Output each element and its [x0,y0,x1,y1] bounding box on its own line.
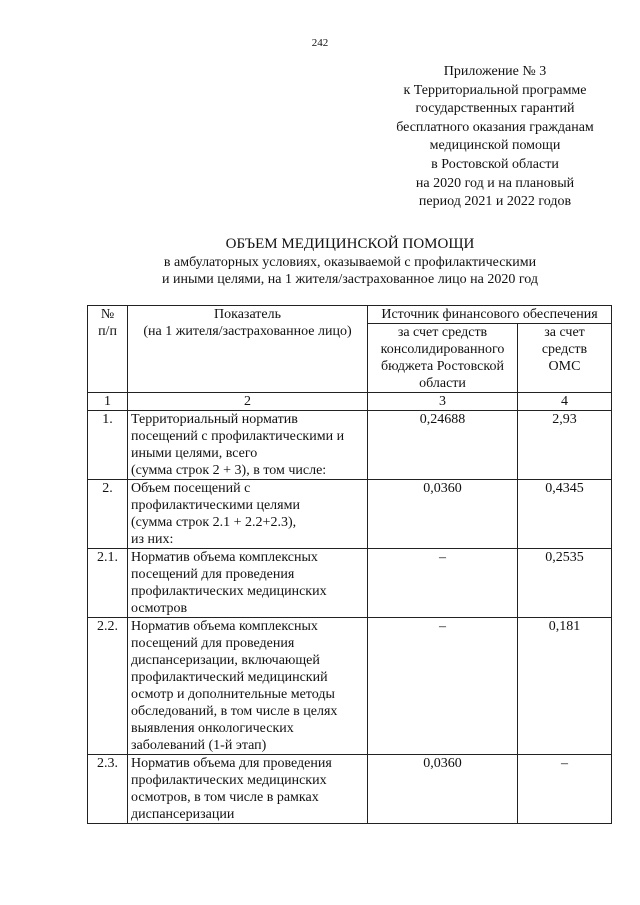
header-budget-line: области [419,376,466,391]
appendix-block [380,63,610,212]
header-budget-line: за счет средств [397,325,488,340]
row-budget-value: 0,0360 [368,755,518,824]
header-budget-line: консолидированного [380,342,505,357]
header-row [88,306,612,324]
row-number: 2.3. [88,755,128,824]
indicator-line: профилактических медицинских [131,773,327,788]
header-oms-line: средств [541,342,588,357]
header-oms-line: ОМС [548,359,581,374]
table-row [88,480,612,549]
header-number-line: п/п [98,324,117,339]
indicator-line: иными целями, всего [131,446,258,461]
indicator-line: осмотров, в том числе в рамках [131,790,319,805]
page-number: 242 [311,37,329,49]
document-subtitle [90,254,610,288]
subtitle-line-2: и иными целями, на 1 жителя/застрахованное лицо на 2020 год [162,272,538,287]
row-budget-value: 0,24688 [368,411,518,480]
row-oms-value: 0,181 [518,618,612,755]
header-indicator-line: Показатель [214,307,281,322]
row-budget-value: – [368,549,518,618]
header-indicator-line: (на 1 жителя/застрахованное лицо) [143,324,352,339]
indicator-line: заболеваний (1-й этап) [131,738,267,753]
medical-care-volume-table [87,305,612,824]
indicator-line: профилактическими целями [131,498,300,513]
column-index: 1 [88,393,128,411]
column-index: 4 [518,393,612,411]
header-oms-line: за счет [544,325,585,340]
row-budget-value: – [368,618,518,755]
indicator-line: Норматив объема для проведения [131,756,332,771]
appendix-line: бесплатного оказания гражданам [396,119,594,135]
header-number [88,306,128,393]
column-index: 2 [128,393,368,411]
indicator-line: диспансеризации [131,807,235,822]
indicator-line: диспансеризации, включающей [131,653,320,668]
row-number: 1. [88,411,128,480]
indicator-line: посещений с профилактическими и [131,429,345,444]
indicator-line: Норматив объема комплексных [131,619,318,634]
header-indicator [128,306,368,393]
column-index-row [88,393,612,411]
appendix-line: в Ростовской области [431,156,559,172]
indicator-line: осмотров [131,601,188,616]
row-oms-value: 2,93 [518,411,612,480]
column-index: 3 [368,393,518,411]
header-budget-line: бюджета Ростовской [381,359,504,374]
appendix-line: государственных гарантий [415,101,575,117]
indicator-line: посещений для проведения [131,567,295,582]
indicator-line: осмотр и дополнительные методы [131,687,335,702]
row-oms-value: 0,2535 [518,549,612,618]
row-indicator [128,618,368,755]
table-row [88,411,612,480]
row-oms-value: 0,4345 [518,480,612,549]
indicator-line: профилактический медицинский [131,670,328,685]
indicator-line: посещений для проведения [131,636,295,651]
indicator-line: обследований, в том числе в целях [131,704,338,719]
appendix-line: медицинской помощи [429,138,561,154]
indicator-line: Норматив объема комплексных [131,550,318,565]
appendix-line: к Территориальной программе [403,82,587,98]
indicator-line: (сумма строк 2.1 + 2.2+2.3), [131,515,297,530]
row-budget-value: 0,0360 [368,480,518,549]
table-row [88,755,612,824]
header-number-line: № [100,307,115,322]
table-row [88,549,612,618]
row-indicator [128,480,368,549]
row-indicator [128,411,368,480]
appendix-line: на 2020 год и на плановый [415,175,575,191]
header-budget [368,324,518,393]
header-oms [518,324,612,393]
row-number: 2. [88,480,128,549]
indicator-line: выявления онкологических [131,721,294,736]
indicator-line: (сумма строк 2 + 3), в том числе: [131,463,327,478]
table-row [88,618,612,755]
indicator-line: профилактических медицинских [131,584,327,599]
subtitle-line-1: в амбулаторных условиях, оказываемой с профилактическими [163,255,537,270]
indicator-line: Территориальный норматив [131,412,298,427]
row-indicator [128,755,368,824]
row-oms-value: – [518,755,612,824]
appendix-line: Приложение № 3 [443,64,547,79]
header-funding-source: Источник финансового обеспечения [368,306,612,324]
document-title: ОБЪЕМ МЕДИЦИНСКОЙ ПОМОЩИ [225,236,475,252]
row-indicator [128,549,368,618]
row-number: 2.1. [88,549,128,618]
indicator-line: из них: [131,532,174,547]
indicator-line: Объем посещений с [131,481,251,496]
row-number: 2.2. [88,618,128,755]
appendix-line: период 2021 и 2022 годов [418,194,572,210]
